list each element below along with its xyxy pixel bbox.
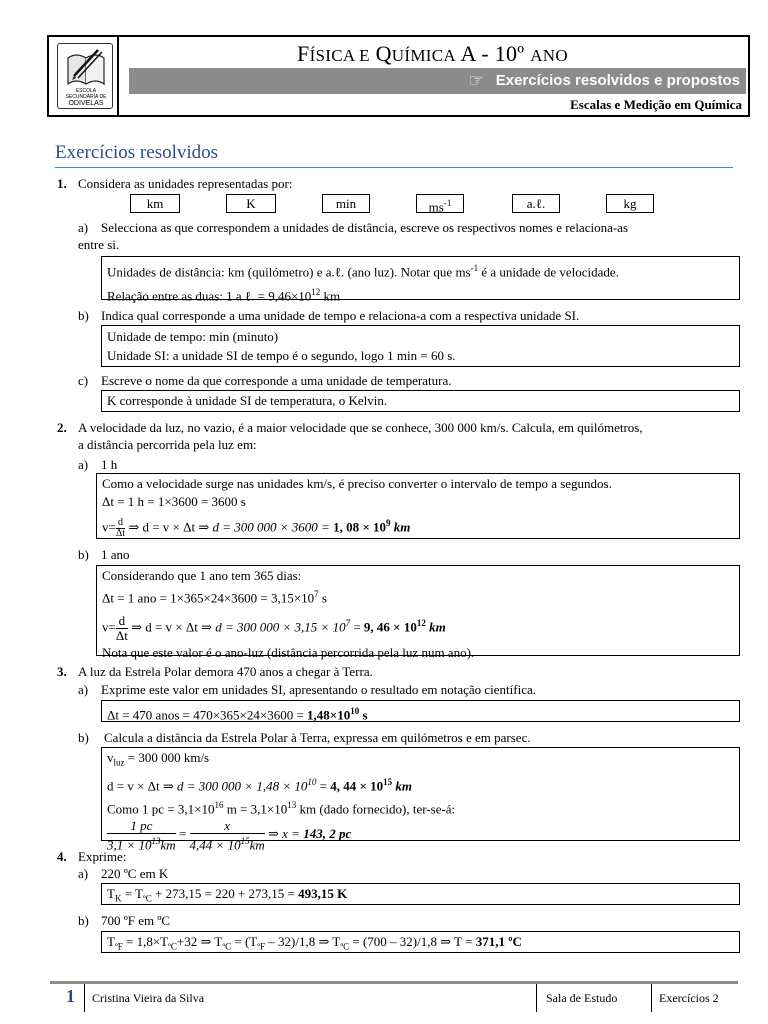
q2-a-fraction-denominator: Δt <box>115 527 126 539</box>
q3-b-implication: ⇒ x = <box>264 826 304 842</box>
q1-c-text: Escreve o nome da que corresponde a uma unidade de temperatura. <box>101 373 452 388</box>
q4-a-result: 493,15 K <box>298 886 348 901</box>
q2-b-equation-exponent: 7 <box>345 618 351 629</box>
q3-a-result-unit: s <box>359 707 368 723</box>
q3-b-fraction-1-denominator-value: 3,1 × 10 <box>107 836 152 852</box>
title-part-2-small-caps: UÍMICA <box>391 46 456 65</box>
q2-b-answer-line-2-exponent: 7 <box>314 589 319 599</box>
q3-b-label: b) <box>78 730 89 745</box>
q4-b-answer-box <box>101 931 740 953</box>
q1-a-answer-line-2-text: Relação entre as duas: 1 a.ℓ. = 9,46×10 <box>107 288 312 304</box>
q3-b-fraction-equals: = <box>175 826 190 842</box>
q3-a-answer-box <box>101 700 740 722</box>
q3-b-fraction-2 <box>190 819 265 852</box>
q1-a-text-line-2: entre si. <box>78 237 120 252</box>
q3-b-parsec-exponent-2: 13 <box>287 799 297 810</box>
q4-b-text: 700 ºF em ºC <box>101 913 171 928</box>
q3-b-fraction-1-denominator-unit: km <box>160 836 176 852</box>
q2-b-answer-line-1: Considerando que 1 ano tem 365 dias: <box>102 568 302 583</box>
logo-cell <box>49 37 119 115</box>
question-2-text-line-1: A velocidade da luz, no vazio, é a maior velocidade que se conhece, 300 000 km/s. Calcula, em quilómetros, <box>78 420 643 435</box>
q1-a-answer-line-1-text: Unidades de distância: km (quilómetro) e a.ℓ. (ano luz). Notar que ms <box>107 264 471 280</box>
q3-b-fraction-1-denominator-exponent: 13 <box>151 835 161 846</box>
q4-b-part-5: – 32)/1,8 ⇒ T <box>265 934 341 949</box>
q3-b-result-km: 4, 44 × 10 <box>330 777 384 793</box>
footer-location: Sala de Estudo <box>546 991 618 1005</box>
q4-b-part-1: T <box>107 934 115 949</box>
q2-a-fraction-numerator: d <box>117 516 123 528</box>
q2-b-result-exponent: 12 <box>416 618 426 629</box>
section-title: Exercícios resolvidos <box>55 142 219 163</box>
q3-b-equals: = <box>316 777 331 793</box>
q1-b-answer-box <box>101 325 740 367</box>
q4-a-calculation: + 273,15 = 220 + 273,15 = <box>151 886 299 901</box>
q3-b-fraction-2-denominator <box>190 833 265 852</box>
q4-b-sub-2: ºC <box>168 941 177 952</box>
q3-b-equation: d = 300 000 × 1,48 × 10 <box>177 777 308 793</box>
unit-ms-label: ms <box>428 199 444 215</box>
unit-kelvin <box>226 194 276 213</box>
title-part-1-small-caps: ÍSICA E <box>309 46 370 65</box>
unit-light-year-label: a.ℓ. <box>526 196 546 211</box>
q2-b-answer-line-2-end: s <box>318 590 327 606</box>
q3-b-answer-line-4 <box>107 818 734 852</box>
subtitle: Exercícios resolvidos e propostos <box>495 72 740 89</box>
q1-a-answer-line-2-exponent: 12 <box>311 287 321 298</box>
unit-min-label: min <box>335 196 357 211</box>
pointing-hand-icon: ☞ <box>468 71 484 90</box>
unit-min <box>322 194 370 213</box>
q2-b-answer-line-4: Nota que este valor é o ano-luz (distância percorrida pela luz num ano). <box>102 644 475 660</box>
unit-ms-exponent: -1 <box>443 198 452 208</box>
q1-c-answer-box <box>101 390 740 412</box>
q1-c-answer: K corresponde à unidade SI de temperatura, o Kelvin. <box>107 393 388 408</box>
logo-text <box>59 88 113 107</box>
q3-b-text: Calcula a distância da Estrela Polar à Terra, expressa em quilómetros e em parsec. <box>104 730 531 745</box>
page-footer <box>50 984 738 1012</box>
logo-line-2: ODIVELAS <box>68 100 104 107</box>
q1-c-label: c) <box>78 373 89 388</box>
q2-b-answer-line-2-text: Δt = 1 ano = 1×365×24×3600 = 3,15×10 <box>102 590 315 606</box>
q1-a-label: a) <box>78 220 89 235</box>
q4-a-celsius-subscript: ºC <box>143 893 152 904</box>
q2-b-implication: ⇒ d = v × Δt ⇒ <box>127 619 216 635</box>
q2-a-implication: ⇒ d = v × Δt ⇒ <box>125 519 213 535</box>
q2-a-answer-line-3 <box>102 511 734 539</box>
question-1-text: Considera as unidades representadas por: <box>78 176 293 191</box>
q1-b-label: b) <box>78 308 89 323</box>
q1-a-answer-box <box>101 256 740 304</box>
title-part-3-small-caps: ANO <box>530 46 568 65</box>
title-part-1: F <box>297 41 310 66</box>
q1-b-answer-line-1: Unidade de tempo: min (minuto) <box>107 329 279 344</box>
q2-b-label: b) <box>78 547 89 562</box>
q1-a-answer-line-2 <box>107 282 734 306</box>
q2-a-answer-line-1: Como a velocidade surge nas unidades km/s, é preciso converter o intervalo de tempo a segundos. <box>102 476 612 491</box>
q3-b-answer-line-2 <box>107 772 734 796</box>
q3-b-velocity-symbol: v <box>107 750 114 765</box>
footer-separator-1 <box>84 984 85 1012</box>
q2-b-velocity-symbol: v= <box>102 619 116 635</box>
q1-a-answer-line-1 <box>107 258 734 282</box>
question-3-number: 3. <box>57 664 67 679</box>
q3-a-result-exponent: 10 <box>350 706 360 716</box>
q4-b-sub-1: ºF <box>114 941 123 952</box>
q4-a-label: a) <box>78 866 89 881</box>
q3-a-result: 1,48×10 <box>307 707 351 723</box>
q3-b-fraction-2-denominator-exponent: 15 <box>240 835 250 846</box>
q3-b-answer-line-3 <box>107 796 734 818</box>
unit-km <box>130 194 180 213</box>
document-header <box>47 35 750 117</box>
question-4-number: 4. <box>57 849 67 864</box>
footer-separator-2 <box>536 984 537 1012</box>
q2-b-fraction <box>116 614 128 643</box>
q3-b-parsec-mid: m = 3,1×10 <box>223 801 288 817</box>
q3-b-parsec-end: km (dado fornecido), ter-se-á: <box>296 801 456 817</box>
q2-a-equation: d = 300 000 × 3600 = <box>212 519 334 535</box>
question-2-text-line-2: a distância percorrida pela luz em: <box>78 437 257 452</box>
q2-a-label: a) <box>78 457 89 472</box>
q1-a-answer-line-1-exponent: -1 <box>470 263 479 273</box>
q2-a-result-exponent: 9 <box>385 518 391 528</box>
q3-a-text: Exprime este valor em unidades SI, apresentando o resultado em notação científica. <box>101 682 536 697</box>
school-logo <box>57 43 113 109</box>
q2-b-text: 1 ano <box>101 547 130 562</box>
title-part-3: A - 10º <box>455 41 531 66</box>
q3-a-label: a) <box>78 682 89 697</box>
q2-a-fraction <box>116 518 125 539</box>
unit-kg-label: kg <box>623 196 637 211</box>
q1-a-answer-line-1-end: é a unidade de velocidade. <box>478 264 619 280</box>
q2-b-result: 9, 46 × 10 <box>363 619 417 635</box>
q4-b-answer <box>107 933 734 956</box>
q4-a-answer <box>107 885 734 908</box>
q4-a-answer-box <box>101 883 740 905</box>
q4-a-text: 220 ºC em K <box>101 866 169 881</box>
q3-b-fraction-2-denominator-value: 4,44 × 10 <box>189 836 241 852</box>
q3-b-result-km-unit: km <box>392 777 412 793</box>
q2-b-equals: = <box>350 619 364 635</box>
q1-b-text: Indica qual corresponde a uma unidade de tempo e relaciona-a com a respectiva unidade SI. <box>101 308 580 323</box>
q2-b-equation: d = 300 000 × 3,15 × 10 <box>215 619 346 635</box>
q4-a-equals-t: = T <box>121 886 143 901</box>
q4-b-part-2: = 1,8×T <box>122 934 169 949</box>
footer-worksheet: Exercícios 2 <box>659 991 719 1005</box>
q3-b-fraction-2-numerator: x <box>224 817 231 833</box>
q2-b-result-unit: km <box>425 619 446 635</box>
q3-b-answer-line-1 <box>107 749 734 772</box>
topic-label: Escalas e Medição em Química <box>570 97 742 112</box>
q1-a-answer-line-2-end: km <box>320 288 341 304</box>
unit-kelvin-label: K <box>246 196 256 211</box>
q3-b-fraction-1 <box>107 819 176 852</box>
q1-a-text-line-1: Selecciona as que correspondem a unidades de distância, escreve os respectivos nomes e relaciona-as <box>101 220 629 235</box>
q2-b-fraction-numerator: d <box>118 613 126 629</box>
q4-b-part-6: = (700 – 32)/1,8 ⇒ T = <box>349 934 476 949</box>
q3-b-fraction-1-numerator: 1 pc <box>130 817 153 833</box>
q3-b-fraction-2-denominator-unit: km <box>249 836 265 852</box>
q3-b-velocity-value: = 300 000 km/s <box>124 750 210 765</box>
subtitle-bar <box>129 68 746 94</box>
unit-ms <box>416 194 464 213</box>
section-divider <box>55 167 733 168</box>
q2-a-answer-box <box>96 473 740 539</box>
q3-b-result-parsec: 143, 2 pc <box>303 826 352 842</box>
q2-a-velocity-symbol: v= <box>102 519 116 535</box>
question-3-text: A luz da Estrela Polar demora 470 anos a chegar à Terra. <box>78 664 373 679</box>
footer-author: Cristina Vieira da Silva <box>92 991 205 1005</box>
q2-b-answer-line-2 <box>102 585 734 607</box>
q4-b-part-3: +32 ⇒ T <box>176 934 223 949</box>
q2-a-result-unit: km <box>390 519 411 535</box>
q1-b-answer-line-2: Unidade SI: a unidade SI de tempo é o segundo, logo 1 min = 60 s. <box>107 348 456 363</box>
q2-a-text: 1 h <box>101 457 118 472</box>
q2-a-result: 1, 08 × 10 <box>333 519 386 535</box>
q3-b-parsec-exponent-1: 16 <box>214 799 224 810</box>
q3-b-distance-formula: d = v × Δt ⇒ <box>107 777 178 793</box>
q4-a-kelvin-subscript: K <box>114 893 122 904</box>
page-number: 1 <box>66 986 75 1006</box>
q4-a-t-symbol: T <box>107 886 115 901</box>
logo-line-1: ESCOLA SECUNDÁRIA DE <box>65 88 107 100</box>
question-2-number: 2. <box>57 420 67 435</box>
q3-b-parsec-text: Como 1 pc = 3,1×10 <box>107 801 215 817</box>
q3-b-velocity-subscript: luz <box>113 757 125 768</box>
q4-b-sub-3: ºC <box>222 941 232 952</box>
q2-b-answer-box <box>96 565 740 660</box>
q4-b-sub-5: ºC <box>340 941 350 952</box>
q4-b-part-4: = (T <box>231 934 258 949</box>
q4-b-label: b) <box>78 913 89 928</box>
unit-kg <box>606 194 654 213</box>
footer-separator-3 <box>651 984 652 1012</box>
q2-b-fraction-denominator: Δt <box>115 628 128 644</box>
q4-b-sub-4: ºF <box>257 941 266 952</box>
unit-km-label: km <box>146 196 164 211</box>
title-part-2: Q <box>369 41 392 66</box>
book-pen-icon <box>62 46 110 90</box>
page-title <box>119 41 746 67</box>
q4-b-result: 371,1 ºC <box>475 934 522 949</box>
q3-b-result-km-exponent: 15 <box>383 776 393 787</box>
q2-a-answer-line-2: Δt = 1 h = 1×3600 = 3600 s <box>102 494 246 509</box>
question-1-number: 1. <box>57 176 67 191</box>
q3-a-answer <box>107 702 734 724</box>
question-4-text: Exprime: <box>78 849 127 864</box>
q3-b-equation-exponent: 10 <box>307 776 317 787</box>
q2-b-answer-line-3 <box>102 607 734 643</box>
q3-a-answer-text: Δt = 470 anos = 470×365×24×3600 = <box>107 707 308 723</box>
unit-light-year <box>512 194 560 213</box>
